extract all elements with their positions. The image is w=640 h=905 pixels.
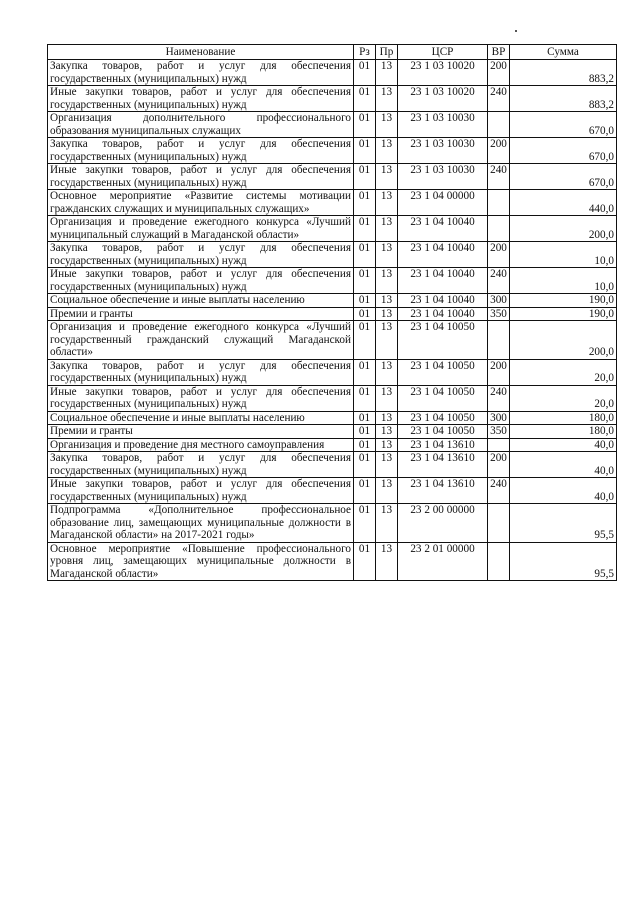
cell-sum: 20,0: [510, 359, 617, 385]
cell-pr: 13: [376, 504, 398, 543]
cell-vr: 200: [488, 452, 510, 478]
cell-name: Подпрограмма «Дополнительное профессиональное образование лиц, замещающих муниципальные должности в Магаданской области» на 2017-2021 годы»: [48, 504, 354, 543]
cell-csr: 23 1 04 10050: [398, 385, 488, 411]
table-row: [48, 294, 617, 308]
table-row: [48, 268, 617, 294]
cell-vr: 200: [488, 359, 510, 385]
cell-name: Премии и гранты: [48, 425, 354, 439]
cell-vr: 240: [488, 385, 510, 411]
cell-csr: 23 1 04 10050: [398, 411, 488, 425]
table-row: [48, 359, 617, 385]
cell-pr: 13: [376, 112, 398, 138]
cell-csr: 23 1 04 10040: [398, 307, 488, 321]
cell-pr: 13: [376, 452, 398, 478]
cell-vr: 200: [488, 60, 510, 86]
header-name: Наименование: [48, 45, 354, 60]
cell-vr: 200: [488, 138, 510, 164]
cell-pr: 13: [376, 294, 398, 308]
cell-rz: 01: [354, 385, 376, 411]
cell-sum: 670,0: [510, 112, 617, 138]
cell-name: Иные закупки товаров, работ и услуг для обеспечения государственных (муниципальных) нужд: [48, 268, 354, 294]
cell-vr: 200: [488, 242, 510, 268]
cell-sum: 190,0: [510, 294, 617, 308]
cell-name: Закупка товаров, работ и услуг для обеспечения государственных (муниципальных) нужд: [48, 242, 354, 268]
budget-table: [47, 44, 617, 581]
scan-speck: [515, 30, 517, 32]
cell-name: Основное мероприятие «Развитие системы мотивации гражданских служащих и муниципальных служащих»: [48, 190, 354, 216]
table-row: [48, 478, 617, 504]
table-body: [48, 60, 617, 581]
cell-sum: 670,0: [510, 138, 617, 164]
cell-pr: 13: [376, 478, 398, 504]
cell-csr: 23 2 00 00000: [398, 504, 488, 543]
cell-vr: 240: [488, 268, 510, 294]
cell-sum: 440,0: [510, 190, 617, 216]
cell-vr: 350: [488, 425, 510, 439]
table-row: [48, 138, 617, 164]
cell-csr: 23 1 04 00000: [398, 190, 488, 216]
cell-pr: 13: [376, 190, 398, 216]
cell-pr: 13: [376, 268, 398, 294]
cell-vr: [488, 321, 510, 360]
cell-vr: 300: [488, 411, 510, 425]
cell-sum: 883,2: [510, 86, 617, 112]
cell-name: Иные закупки товаров, работ и услуг для обеспечения государственных (муниципальных) нужд: [48, 478, 354, 504]
cell-rz: 01: [354, 60, 376, 86]
cell-csr: 23 1 03 10030: [398, 112, 488, 138]
cell-pr: 13: [376, 86, 398, 112]
cell-name: Иные закупки товаров, работ и услуг для обеспечения государственных (муниципальных) нужд: [48, 385, 354, 411]
cell-rz: 01: [354, 425, 376, 439]
cell-pr: 13: [376, 542, 398, 581]
cell-sum: 200,0: [510, 216, 617, 242]
cell-rz: 01: [354, 294, 376, 308]
cell-rz: 01: [354, 86, 376, 112]
cell-name: Закупка товаров, работ и услуг для обеспечения государственных (муниципальных) нужд: [48, 359, 354, 385]
cell-csr: 23 1 03 10020: [398, 60, 488, 86]
cell-vr: [488, 438, 510, 452]
table-row: [48, 164, 617, 190]
cell-pr: 13: [376, 411, 398, 425]
cell-sum: 20,0: [510, 385, 617, 411]
cell-vr: 240: [488, 86, 510, 112]
cell-rz: 01: [354, 268, 376, 294]
cell-rz: 01: [354, 542, 376, 581]
cell-csr: 23 1 04 10040: [398, 268, 488, 294]
cell-pr: 13: [376, 321, 398, 360]
cell-name: Основное мероприятие «Повышение профессионального уровня лиц, замещающих муниципальные должности в Магаданской области»: [48, 542, 354, 581]
cell-csr: 23 1 03 10020: [398, 86, 488, 112]
cell-rz: 01: [354, 452, 376, 478]
table-row: [48, 86, 617, 112]
cell-pr: 13: [376, 307, 398, 321]
cell-name: Организация и проведение ежегодного конкурса «Лучший государственный гражданский служащий Магаданской области»: [48, 321, 354, 360]
cell-pr: 13: [376, 242, 398, 268]
header-pr: Пр: [376, 45, 398, 60]
cell-sum: 180,0: [510, 411, 617, 425]
cell-rz: 01: [354, 112, 376, 138]
table-row: [48, 452, 617, 478]
table-row: [48, 542, 617, 581]
cell-vr: 300: [488, 294, 510, 308]
table-row: [48, 321, 617, 360]
table-header: [48, 45, 617, 60]
cell-name: Иные закупки товаров, работ и услуг для обеспечения государственных (муниципальных) нужд: [48, 86, 354, 112]
cell-sum: 670,0: [510, 164, 617, 190]
table-row: [48, 385, 617, 411]
cell-sum: 190,0: [510, 307, 617, 321]
cell-sum: 10,0: [510, 242, 617, 268]
cell-sum: 40,0: [510, 452, 617, 478]
cell-csr: 23 1 04 10040: [398, 294, 488, 308]
table-row: [48, 307, 617, 321]
cell-rz: 01: [354, 242, 376, 268]
cell-sum: 95,5: [510, 504, 617, 543]
cell-name: Премии и гранты: [48, 307, 354, 321]
cell-rz: 01: [354, 411, 376, 425]
table-row: [48, 60, 617, 86]
cell-csr: 23 1 04 10040: [398, 242, 488, 268]
cell-csr: 23 1 04 10050: [398, 321, 488, 360]
cell-csr: 23 2 01 00000: [398, 542, 488, 581]
cell-rz: 01: [354, 190, 376, 216]
cell-csr: 23 1 03 10030: [398, 138, 488, 164]
cell-pr: 13: [376, 438, 398, 452]
cell-vr: [488, 112, 510, 138]
cell-pr: 13: [376, 425, 398, 439]
cell-sum: 40,0: [510, 478, 617, 504]
header-rz: Рз: [354, 45, 376, 60]
cell-rz: 01: [354, 438, 376, 452]
cell-vr: [488, 216, 510, 242]
cell-csr: 23 1 04 13610: [398, 452, 488, 478]
cell-name: Организация и проведение ежегодного конкурса «Лучший муниципальный служащий в Магаданской области»: [48, 216, 354, 242]
cell-csr: 23 1 03 10030: [398, 164, 488, 190]
table-row: [48, 190, 617, 216]
cell-rz: 01: [354, 138, 376, 164]
cell-pr: 13: [376, 138, 398, 164]
cell-csr: 23 1 04 10050: [398, 359, 488, 385]
cell-vr: [488, 504, 510, 543]
cell-pr: 13: [376, 164, 398, 190]
cell-name: Социальное обеспечение и иные выплаты населению: [48, 411, 354, 425]
cell-pr: 13: [376, 385, 398, 411]
cell-rz: 01: [354, 504, 376, 543]
cell-vr: 240: [488, 478, 510, 504]
table-row: [48, 216, 617, 242]
cell-vr: 350: [488, 307, 510, 321]
cell-sum: 883,2: [510, 60, 617, 86]
cell-sum: 10,0: [510, 268, 617, 294]
cell-pr: 13: [376, 216, 398, 242]
cell-vr: [488, 190, 510, 216]
cell-rz: 01: [354, 478, 376, 504]
cell-name: Социальное обеспечение и иные выплаты населению: [48, 294, 354, 308]
cell-rz: 01: [354, 164, 376, 190]
cell-rz: 01: [354, 216, 376, 242]
cell-sum: 200,0: [510, 321, 617, 360]
table-row: [48, 504, 617, 543]
table-row: [48, 242, 617, 268]
cell-name: Организация дополнительного профессионального образования муниципальных служащих: [48, 112, 354, 138]
table-row: [48, 112, 617, 138]
cell-name: Иные закупки товаров, работ и услуг для обеспечения государственных (муниципальных) нужд: [48, 164, 354, 190]
table-row: [48, 438, 617, 452]
header-sum: Сумма: [510, 45, 617, 60]
cell-rz: 01: [354, 307, 376, 321]
cell-name: Закупка товаров, работ и услуг для обеспечения государственных (муниципальных) нужд: [48, 138, 354, 164]
cell-sum: 95,5: [510, 542, 617, 581]
cell-csr: 23 1 04 10040: [398, 216, 488, 242]
table-row: [48, 425, 617, 439]
table-row: [48, 411, 617, 425]
cell-name: Организация и проведение дня местного самоуправления: [48, 438, 354, 452]
cell-rz: 01: [354, 321, 376, 360]
cell-vr: 240: [488, 164, 510, 190]
cell-csr: 23 1 04 10050: [398, 425, 488, 439]
header-row: [48, 45, 617, 60]
cell-rz: 01: [354, 359, 376, 385]
cell-csr: 23 1 04 13610: [398, 438, 488, 452]
cell-sum: 180,0: [510, 425, 617, 439]
cell-sum: 40,0: [510, 438, 617, 452]
cell-pr: 13: [376, 60, 398, 86]
cell-pr: 13: [376, 359, 398, 385]
header-csr: ЦСР: [398, 45, 488, 60]
cell-csr: 23 1 04 13610: [398, 478, 488, 504]
cell-name: Закупка товаров, работ и услуг для обеспечения государственных (муниципальных) нужд: [48, 452, 354, 478]
header-vr: ВР: [488, 45, 510, 60]
cell-vr: [488, 542, 510, 581]
cell-name: Закупка товаров, работ и услуг для обеспечения государственных (муниципальных) нужд: [48, 60, 354, 86]
